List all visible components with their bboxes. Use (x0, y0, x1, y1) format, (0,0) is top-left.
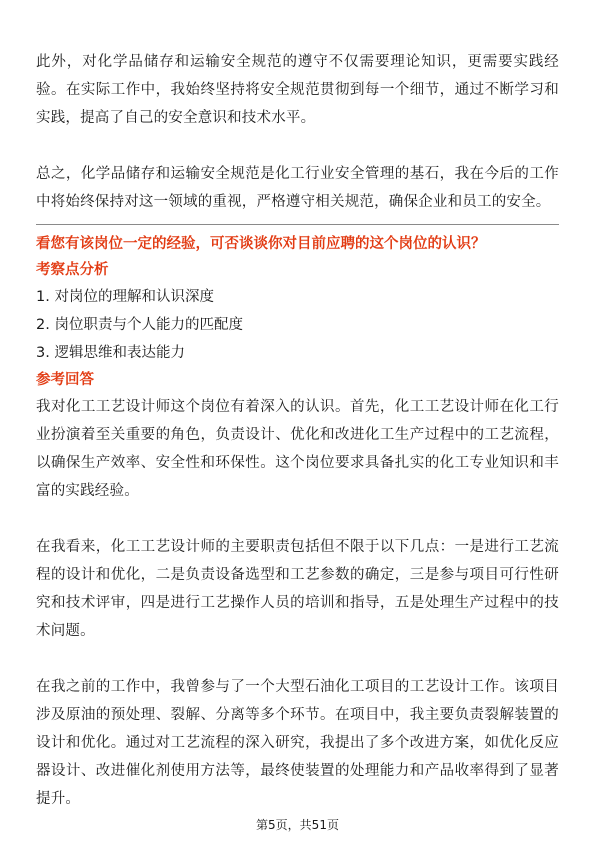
answer-heading: 参考回答 (36, 372, 94, 388)
page-number: 第5页，共51页 (256, 818, 339, 832)
section-divider (36, 224, 559, 225)
answer-paragraph-3: 在我之前的工作中，我曾参与了一个大型石油化工项目的工艺设计工作。该项目涉及原油的预处理、裂解、分离等多个环节。在项目中，我主要负责裂解装置的设计和优化。通过对工艺流程的深入研究，我提出了多个改进方案，如优化反应器设计、改进催化剂使用方法等，最终使装置的处理能力和产品收率得到了显著提升。 (36, 679, 559, 807)
analysis-heading: 考察点分析 (36, 262, 109, 278)
paragraph-gap (36, 645, 559, 673)
interview-question: 看您有该岗位一定的经验，可否谈谈你对目前应聘的这个岗位的认识？ (36, 236, 486, 252)
paragraph-gap (36, 132, 559, 160)
answer-paragraph-2: 在我看来，化工工艺设计师的主要职责包括但不限于以下几点：一是进行工艺流程的设计和优化，二是负责设备选型和工艺参数的确定，三是参与项目可行性研究和技术评审，四是进行工艺操作人员的培训和指导，五是处理生产过程中的技术问题。 (36, 539, 559, 639)
analysis-point-3: 3. 逻辑思维和表达能力 (36, 345, 185, 361)
intro-paragraph-2: 总之，化学品储存和运输安全规范是化工行业安全管理的基石，我在今后的工作中将始终保持对这一领域的重视，严格遵守相关规范，确保企业和员工的安全。 (36, 166, 559, 210)
intro-paragraph-1: 此外，对化学品储存和运输安全规范的遵守不仅需要理论知识，更需要实践经验。在实际工作中，我始终坚持将安全规范贯彻到每一个细节，通过不断学习和实践，提高了自己的安全意识和技术水平。 (36, 54, 559, 126)
answer-paragraph-1: 我对化工工艺设计师这个岗位有着深入的认识。首先，化工工艺设计师在化工行业扮演着至关重要的角色，负责设计、优化和改进化工生产过程中的工艺流程，以确保生产效率、安全性和环保性。这个岗位要求具备扎实的化工专业知识和丰富的实践经验。 (36, 399, 559, 499)
page-content (36, 48, 559, 813)
analysis-point-1: 1. 对岗位的理解和认识深度 (36, 289, 214, 305)
paragraph-gap (36, 505, 559, 533)
analysis-point-2: 2. 岗位职责与个人能力的匹配度 (36, 317, 243, 333)
